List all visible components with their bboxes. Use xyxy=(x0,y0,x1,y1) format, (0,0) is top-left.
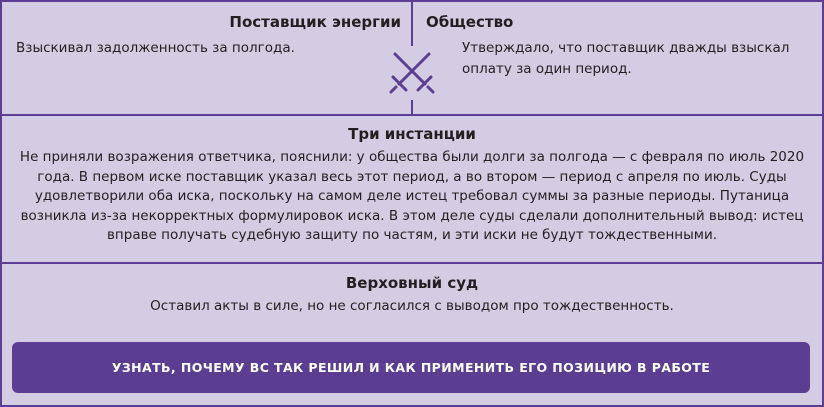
supplier-panel xyxy=(2,2,411,114)
crossed-swords-icon xyxy=(385,46,439,100)
instances-section xyxy=(2,116,822,264)
instances-text: Не приняли возражения ответчика, пояснили: у общества были долги за полгода — с февраля по июль 2020 года. В первом иске поставщик указал весь этот период, а во втором — период с апреля по июль. Суды удовлетворили оба иска, поскольку на самом деле истец требовал суммы за разные периоды. Путаница возникла из-за некорректных формулировок иска. В этом деле суды сделали дополнительный вывод: истец вправе получать судебную защиту по частям, и эти иски не будут тождественными. xyxy=(19,149,805,243)
supplier-title: Поставщик энергии xyxy=(229,13,401,31)
parties-row xyxy=(2,2,822,116)
learn-more-button[interactable]: УЗНАТЬ, ПОЧЕМУ ВС ТАК РЕШИЛ И КАК ПРИМЕНИТЬ ЕГО ПОЗИЦИЮ В РАБОТЕ xyxy=(12,342,810,393)
supreme-court-title: Верховный суд xyxy=(345,274,479,292)
supreme-court-section xyxy=(2,264,822,336)
company-title: Общество xyxy=(426,13,514,31)
company-panel xyxy=(413,2,822,114)
supreme-court-text: Оставил акты в силе, но не согласился с выводом про тождественность. xyxy=(150,298,674,314)
supplier-text: Взыскивал задолженность за полгода. xyxy=(16,40,295,56)
instances-title: Три инстанции xyxy=(348,125,476,143)
company-text: Утверждало, что поставщик дважды взыскал оплату за один период. xyxy=(462,40,790,77)
